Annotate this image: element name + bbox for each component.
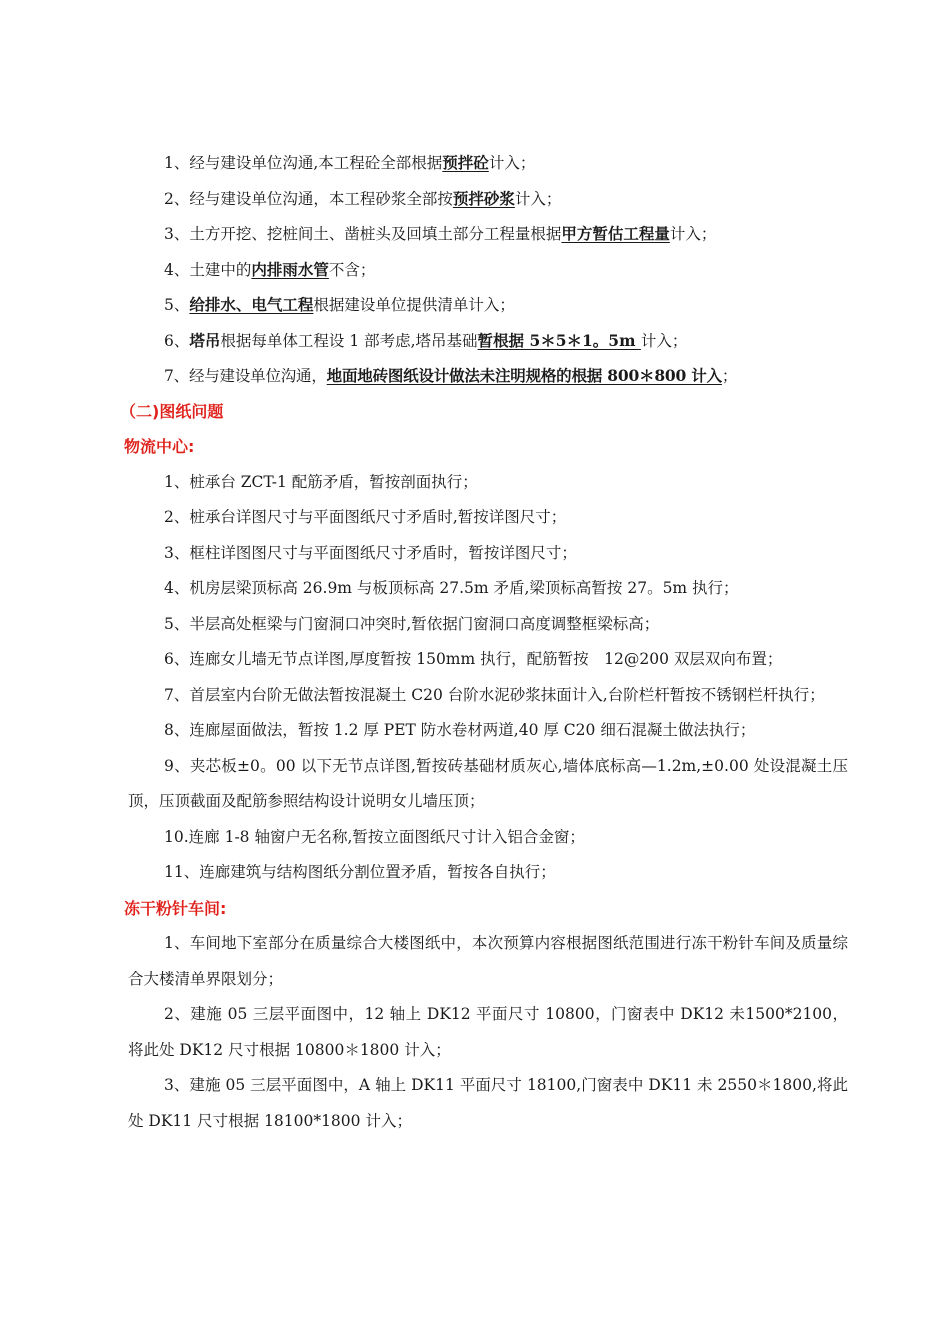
item-text: 1、经与建设单位沟通,本工程砼全部根据 [164,154,443,172]
list-item: 10.连廊 1-8 轴窗户无名称,暂按立面图纸尺寸计入铝合金窗； [164,827,585,846]
item-text: 计入； [669,225,717,243]
section-title: （二)图纸问题 [120,401,224,421]
item-text: 根据每单体工程设 1 部考虑,塔吊基础 [220,331,478,350]
item-emphasis: 塔吊 [189,330,221,350]
freeze-dry-issue-list [128,926,848,1139]
item-text: 计入； [640,331,688,350]
item-text: 计入； [514,189,562,208]
item-text: 7、经与建设单位沟通， [164,367,327,385]
list-item: 9、夹芯板±0。00 以下无节点详图,暂按砖基础材质灰心,墙体底标高—1.2m,±0.00 处设混凝土压顶，压顶截面及配筋参照结构设计说明女儿墙压顶； [128,756,848,810]
list-item: 2、建施 05 三层平面图中，12 轴上 DK12 平面尺寸 10800，门窗表中 DK12 未1500*2100，将此处 DK12 尺寸根据 10800＊1800 计入； [128,1005,848,1059]
item-emphasis: 暂根据 5＊5＊1。5m [477,330,641,350]
list-item: 5、半层高处框梁与门窗洞口冲突时,暂依据门窗洞口高度调整框梁标高； [164,614,660,633]
pricing-item-6 [128,323,848,359]
list-item: 7、首层室内台阶无做法暂按混凝土 C20 台阶水泥砂浆抹面计入,台阶栏杆暂按不锈钢栏杆执行； [164,685,825,704]
item-emphasis: 甲方暂估工程量 [561,224,670,243]
item-emphasis: 给排水、电气工程 [189,295,314,314]
list-item: 11、连廊建筑与结构图纸分割位置矛盾，暂按各自执行； [164,863,556,881]
pricing-item-3 [128,216,848,252]
item-emphasis: 预拌砼 [442,153,489,172]
list-item: 3、建施 05 三层平面图中，A 轴上 DK11 平面尺寸 18100,门窗表中 DK11 未 2550＊1800,将此处 DK11 尺寸根据 18100*1800 计入； [128,1076,848,1130]
pricing-item-1 [128,145,848,181]
list-item: 4、机房层梁顶标高 26.9m 与板顶标高 27.5m 矛盾,梁顶标高暂按 27。5m 执行； [164,579,739,597]
list-item: 3、框柱详图图尺寸与平面图纸尺寸矛盾时，暂按详图尺寸； [164,543,577,562]
logistics-issue-list [128,465,848,891]
freeze-dry-heading: 冻干粉针车间: [124,898,227,918]
item-emphasis: 地面地砖图纸设计做法未注明规格的根据 800＊800 计入 [326,366,722,385]
pricing-item-7 [128,358,848,394]
logistics-heading: 物流中心: [124,437,195,456]
item-text: 计入； [488,154,536,172]
pricing-item-5 [128,287,848,323]
list-item: 1、桩承台 ZCT-1 配筋矛盾，暂按剖面执行； [164,472,478,491]
list-item: 6、连廊女儿墙无节点详图,厚度暂按 150mm 执行，配筋暂按 12@200 双层双向布置； [164,650,783,668]
item-emphasis: 预拌砂浆 [452,188,515,208]
item-text: 根据建设单位提供清单计入； [313,296,515,314]
item-text: 3、土方开挖、挖桩间土、凿桩头及回填土部分工程量根据 [164,225,562,243]
item-text: 5、 [164,296,190,314]
item-text: 不含； [328,260,376,279]
item-text: 2、经与建设单位沟通，本工程砂浆全部按 [164,189,453,208]
item-text: ； [721,367,738,385]
list-item: 8、连廊屋面做法，暂按 1.2 厚 PET 防水卷材两道,40 厚 C20 细石混凝土做法执行； [164,721,756,739]
pricing-item-4 [128,252,848,288]
list-item: 2、桩承台详图尺寸与平面图纸尺寸矛盾时,暂按详图尺寸； [164,508,567,526]
pricing-item-2 [128,181,848,217]
item-emphasis: 内排雨水管 [251,259,329,279]
item-text: 6、 [164,331,190,350]
document-page [120,145,848,1139]
list-item: 1、车间地下室部分在质量综合大楼图纸中，本次预算内容根据图纸范围进行冻干粉针车间及质量综合大楼清单界限划分； [128,934,848,988]
item-text: 4、土建中的 [164,260,252,279]
